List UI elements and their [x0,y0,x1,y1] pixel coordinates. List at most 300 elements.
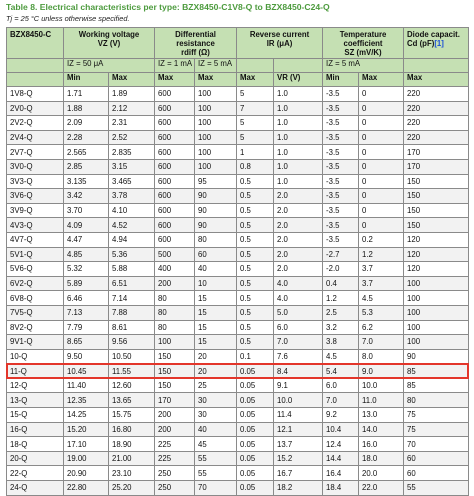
value-cell: 120 [404,247,469,262]
type-cell: 1V8-Q [7,87,64,102]
table-row [7,116,469,131]
value-cell: 85 [404,378,469,393]
value-cell: 250 [155,481,195,496]
value-cell: 0.5 [237,174,274,189]
value-cell: 14.0 [359,422,404,437]
value-cell: 0 [359,116,404,131]
value-cell: 170 [155,393,195,408]
value-cell: 2.85 [64,159,109,174]
value-cell: 3.7 [359,262,404,277]
value-cell: 100 [195,116,237,131]
value-cell: 220 [404,87,469,102]
value-cell: 80 [155,320,195,335]
value-cell: 3.8 [323,335,359,350]
value-cell: 225 [155,437,195,452]
col-sz-max: Max [359,73,404,87]
type-cell: 2V7-Q [7,145,64,160]
type-cell: 3V0-Q [7,159,64,174]
value-cell: 75 [404,408,469,423]
table-row [7,218,469,233]
value-cell: 60 [195,247,237,262]
value-cell: 9.2 [323,408,359,423]
header-working-voltage-label: Working voltage [78,30,140,39]
value-cell: 600 [155,232,195,247]
col-rdiff-5ma-max: Max [195,73,237,87]
header-reverse-current [237,28,323,59]
value-cell: 10.0 [274,393,323,408]
table-row [7,349,469,364]
value-cell: 70 [404,437,469,452]
value-cell: 14.4 [323,451,359,466]
value-cell: 12.4 [323,437,359,452]
value-cell: 18.90 [109,437,155,452]
value-cell: 20.90 [64,466,109,481]
value-cell: 10.45 [64,364,109,379]
value-cell: 0.05 [237,378,274,393]
type-cell: 12-Q [7,378,64,393]
value-cell: -3.5 [323,101,359,116]
value-cell: 16.0 [359,437,404,452]
table-row [7,276,469,291]
value-cell: 15 [195,291,237,306]
col-vz-min: Min [64,73,109,87]
table-row [7,437,469,452]
value-cell: 150 [404,203,469,218]
value-cell: 2.0 [274,232,323,247]
value-cell: 18.2 [274,481,323,496]
value-cell: 0.5 [237,218,274,233]
value-cell: 0.5 [237,335,274,350]
value-cell: 0.5 [237,276,274,291]
type-cell: 22-Q [7,466,64,481]
value-cell: 21.00 [109,451,155,466]
value-cell: -3.5 [323,232,359,247]
value-cell: 2.12 [109,101,155,116]
value-cell: 11.55 [109,364,155,379]
value-cell: 90 [195,218,237,233]
table-row [7,335,469,350]
table-row [7,262,469,277]
value-cell: 225 [155,451,195,466]
type-cell: 7V5-Q [7,305,64,320]
value-cell: 9.0 [359,364,404,379]
header-differential-resistance [155,28,237,59]
value-cell: 20 [195,349,237,364]
col-vr: VR (V) [274,73,323,87]
col-cd-max: Max [404,73,469,87]
value-cell: 600 [155,159,195,174]
value-cell: 0.5 [237,232,274,247]
value-cell: 5.32 [64,262,109,277]
table-row [7,393,469,408]
value-cell: 2.0 [274,203,323,218]
col-rdiff-1ma-max: Max [155,73,195,87]
value-cell: 220 [404,130,469,145]
value-cell: 95 [195,174,237,189]
table-row [7,451,469,466]
type-cell: 3V3-Q [7,174,64,189]
value-cell: 1.71 [64,87,109,102]
value-cell: 0 [359,203,404,218]
value-cell: 5.0 [274,305,323,320]
value-cell: 1 [237,145,274,160]
value-cell: 0.05 [237,481,274,496]
value-cell: 7.13 [64,305,109,320]
value-cell: 2.28 [64,130,109,145]
value-cell: 5.36 [109,247,155,262]
value-cell: 0.05 [237,466,274,481]
value-cell: 5 [237,87,274,102]
value-cell: 30 [195,393,237,408]
type-cell: 4V7-Q [7,232,64,247]
value-cell: -3.5 [323,130,359,145]
value-cell: 23.10 [109,466,155,481]
value-cell: 3.2 [323,320,359,335]
value-cell: 3.465 [109,174,155,189]
header-diode-cap-label: Diode capacit. [407,30,460,39]
value-cell: 90 [195,203,237,218]
value-cell: 5.89 [64,276,109,291]
value-cell: 12.35 [64,393,109,408]
value-cell: 0.2 [359,232,404,247]
value-cell: 17.10 [64,437,109,452]
type-cell: 15-Q [7,408,64,423]
footnote-link[interactable]: [1] [434,39,444,48]
table-subcaption: Tj = 25 °C unless otherwise specified. [6,14,130,23]
value-cell: 2.565 [64,145,109,160]
value-cell: 3.7 [359,276,404,291]
value-cell: 150 [404,174,469,189]
condition-iz-50ua: IZ = 50 μA [64,59,155,73]
value-cell: 4.5 [359,291,404,306]
value-cell: 20.0 [359,466,404,481]
value-cell: 85 [404,364,469,379]
value-cell: 80 [404,393,469,408]
value-cell: 5.88 [109,262,155,277]
value-cell: -2.0 [323,262,359,277]
value-cell: 18.4 [323,481,359,496]
value-cell: 7.79 [64,320,109,335]
value-cell: 0 [359,159,404,174]
header-blank-cell [7,73,64,87]
value-cell: 19.00 [64,451,109,466]
value-cell: 600 [155,145,195,160]
value-cell: 80 [155,305,195,320]
value-cell: 3.70 [64,203,109,218]
value-cell: 75 [404,422,469,437]
value-cell: 4.09 [64,218,109,233]
col-vz-max: Max [109,73,155,87]
table-row [7,291,469,306]
value-cell: 60 [404,466,469,481]
value-cell: 18.0 [359,451,404,466]
table-row [7,101,469,116]
value-cell: 0.05 [237,408,274,423]
value-cell: 12.60 [109,378,155,393]
value-cell: 1.0 [274,87,323,102]
header-temperature-coefficient [323,28,404,59]
value-cell: -3.5 [323,159,359,174]
value-cell: -3.5 [323,189,359,204]
type-cell: 2V2-Q [7,116,64,131]
value-cell: 2.31 [109,116,155,131]
value-cell: 0.5 [237,203,274,218]
value-cell: 0.5 [237,305,274,320]
value-cell: 5 [237,130,274,145]
table-row [7,247,469,262]
value-cell: 0.5 [237,291,274,306]
table-row [7,232,469,247]
value-cell: 0.05 [237,393,274,408]
value-cell: 0.05 [237,364,274,379]
table-row [7,305,469,320]
value-cell: 40 [195,422,237,437]
value-cell: 13.0 [359,408,404,423]
table-row [7,203,469,218]
value-cell: 8.4 [274,364,323,379]
value-cell: 4.0 [274,276,323,291]
value-cell: 14.25 [64,408,109,423]
value-cell: 5 [237,116,274,131]
value-cell: 7 [237,101,274,116]
value-cell: 4.10 [109,203,155,218]
value-cell: 150 [404,189,469,204]
value-cell: 4.52 [109,218,155,233]
value-cell: 15.2 [274,451,323,466]
type-cell: 6V8-Q [7,291,64,306]
value-cell: 200 [155,422,195,437]
type-cell: 3V6-Q [7,189,64,204]
value-cell: 100 [195,159,237,174]
value-cell: 10.50 [109,349,155,364]
value-cell: 0 [359,101,404,116]
value-cell: 1.0 [274,159,323,174]
value-cell: 1.0 [274,101,323,116]
value-cell: 0 [359,174,404,189]
value-cell: 4.94 [109,232,155,247]
value-cell: 55 [404,481,469,496]
header-diode-cap-symbol: Cd (pF) [407,39,435,48]
value-cell: 22.0 [359,481,404,496]
value-cell: 2.52 [109,130,155,145]
value-cell: 15 [195,320,237,335]
type-cell: 8V2-Q [7,320,64,335]
value-cell: 30 [195,408,237,423]
value-cell: 150 [155,349,195,364]
value-cell: 0.05 [237,422,274,437]
value-cell: 1.0 [274,116,323,131]
value-cell: 5.3 [359,305,404,320]
table-row [7,320,469,335]
value-cell: -3.5 [323,218,359,233]
table-row [7,408,469,423]
value-cell: 13.65 [109,393,155,408]
value-cell: 0.5 [237,262,274,277]
value-cell: 1.0 [274,130,323,145]
value-cell: 7.0 [274,335,323,350]
value-cell: 400 [155,262,195,277]
value-cell: 3.78 [109,189,155,204]
header-diode-capacitance [404,28,469,59]
value-cell: 7.14 [109,291,155,306]
type-cell: 9V1-Q [7,335,64,350]
value-cell: 500 [155,247,195,262]
value-cell: 2.0 [274,247,323,262]
value-cell: 5.4 [323,364,359,379]
value-cell: 7.6 [274,349,323,364]
type-cell: 24-Q [7,481,64,496]
type-cell: 18-Q [7,437,64,452]
value-cell: 6.0 [274,320,323,335]
value-cell: 15.75 [109,408,155,423]
header-blank-cell [274,59,323,73]
condition-iz-5ma: IZ = 5 mA [195,59,237,73]
value-cell: 2.0 [274,218,323,233]
value-cell: 150 [404,218,469,233]
value-cell: 600 [155,218,195,233]
value-cell: 60 [404,451,469,466]
value-cell: 25 [195,378,237,393]
type-cell: 5V6-Q [7,262,64,277]
value-cell: 12.1 [274,422,323,437]
table-row [7,364,469,379]
value-cell: 600 [155,174,195,189]
value-cell: 90 [404,349,469,364]
value-cell: 11.0 [359,393,404,408]
value-cell: -3.5 [323,174,359,189]
header-blank-cell [404,59,469,73]
value-cell: 15 [195,305,237,320]
header-type: BZX8450-C [7,28,64,59]
table-caption: Table 8. Electrical characteristics per type: BZX8450-C1V8-Q to BZX8450-C24-Q [6,2,330,12]
value-cell: 2.0 [274,189,323,204]
value-cell: 0 [359,218,404,233]
value-cell: 80 [155,291,195,306]
table-row [7,189,469,204]
header-diff-res-symbol: rdiff (Ω) [181,48,210,57]
value-cell: 0.8 [237,159,274,174]
value-cell: 200 [155,408,195,423]
value-cell: 1.89 [109,87,155,102]
value-cell: 7.0 [323,393,359,408]
value-cell: 16.80 [109,422,155,437]
value-cell: 8.0 [359,349,404,364]
type-cell: 6V2-Q [7,276,64,291]
value-cell: 100 [404,276,469,291]
table-row [7,422,469,437]
type-cell: 2V4-Q [7,130,64,145]
table-row [7,145,469,160]
table-row [7,130,469,145]
value-cell: -3.5 [323,87,359,102]
value-cell: 3.42 [64,189,109,204]
value-cell: 55 [195,466,237,481]
value-cell: 120 [404,232,469,247]
value-cell: 7.88 [109,305,155,320]
value-cell: 0.05 [237,437,274,452]
type-cell: 2V0-Q [7,101,64,116]
table-body [7,87,469,496]
header-blank-cell [7,59,64,73]
value-cell: 9.50 [64,349,109,364]
type-cell: 10-Q [7,349,64,364]
value-cell: 600 [155,130,195,145]
value-cell: 9.1 [274,378,323,393]
value-cell: 1.0 [274,174,323,189]
value-cell: 0 [359,130,404,145]
value-cell: 150 [155,364,195,379]
value-cell: 4.5 [323,349,359,364]
value-cell: 1.0 [274,145,323,160]
value-cell: 150 [155,378,195,393]
value-cell: 11.4 [274,408,323,423]
value-cell: 3.135 [64,174,109,189]
value-cell: 16.7 [274,466,323,481]
value-cell: 20 [195,364,237,379]
value-cell: 45 [195,437,237,452]
value-cell: 220 [404,101,469,116]
type-cell: 16-Q [7,422,64,437]
value-cell: 10.4 [323,422,359,437]
value-cell: 1.2 [323,291,359,306]
condition-iz-1ma: IZ = 1 mA [155,59,195,73]
table-row [7,87,469,102]
value-cell: 4.47 [64,232,109,247]
value-cell: 40 [195,262,237,277]
table-row [7,174,469,189]
header-working-voltage-symbol: VZ (V) [97,39,121,48]
value-cell: 1.88 [64,101,109,116]
value-cell: 6.46 [64,291,109,306]
value-cell: 6.2 [359,320,404,335]
value-cell: 0.5 [237,320,274,335]
value-cell: 220 [404,116,469,131]
col-sz-min: Min [323,73,359,87]
type-cell: 4V3-Q [7,218,64,233]
value-cell: 4.85 [64,247,109,262]
value-cell: 600 [155,101,195,116]
value-cell: 7.0 [359,335,404,350]
type-cell: 5V1-Q [7,247,64,262]
value-cell: 8.65 [64,335,109,350]
value-cell: 100 [155,335,195,350]
value-cell: 100 [195,101,237,116]
header-working-voltage [64,28,155,59]
header-reverse-current-label: Reverse current [249,30,310,39]
condition-iz-5ma-temp: IZ = 5 mA [323,59,404,73]
type-cell: 11-Q [7,364,64,379]
value-cell: 100 [195,130,237,145]
value-cell: 22.80 [64,481,109,496]
value-cell: 250 [155,466,195,481]
value-cell: 100 [195,145,237,160]
table-row [7,466,469,481]
value-cell: 2.835 [109,145,155,160]
value-cell: -3.5 [323,116,359,131]
value-cell: 0 [359,189,404,204]
value-cell: 600 [155,87,195,102]
value-cell: 10 [195,276,237,291]
value-cell: 25.20 [109,481,155,496]
value-cell: 0 [359,145,404,160]
value-cell: 170 [404,159,469,174]
header-diode-cap-symbol-line [407,39,465,48]
electrical-characteristics-table [6,27,469,496]
value-cell: 70 [195,481,237,496]
value-cell: -2.7 [323,247,359,262]
value-cell: 600 [155,203,195,218]
value-cell: 6.51 [109,276,155,291]
